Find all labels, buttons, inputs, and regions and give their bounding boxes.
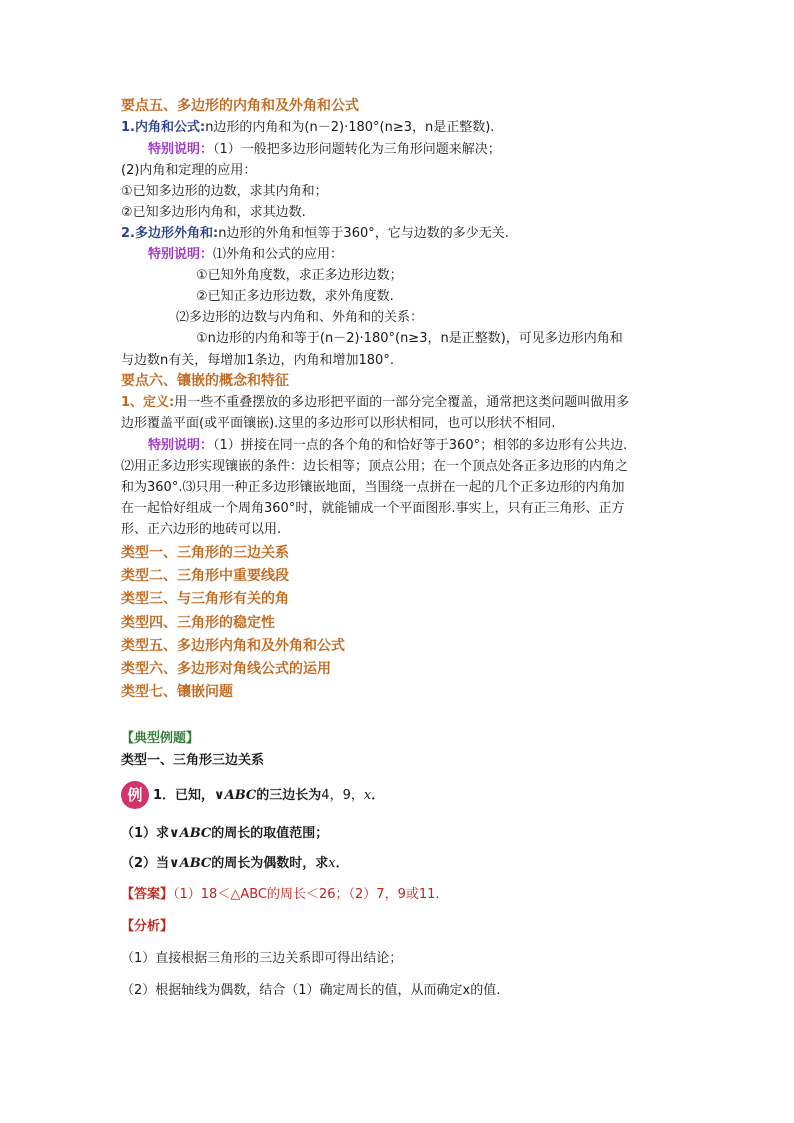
note-label: 特别说明：: [148, 247, 214, 262]
type-item-7: 类型七、镶嵌问题: [121, 684, 233, 700]
sub2-prefix: （2）当: [121, 856, 170, 871]
note-text: ⑴外角和公式的应用：: [213, 247, 344, 262]
section6-p3: 在一起恰好组成一个周角360°时，就能铺成一个平面图形.事实上，只有正三角形、正方: [121, 501, 625, 516]
note-text: （1）拼接在同一点的各个角的和恰好等于360°；相邻的多边形有公共边.: [213, 438, 628, 453]
example-sub1: [121, 825, 328, 843]
def-label: 1、定义:: [121, 395, 175, 410]
section6-title: 要点六、镶嵌的概念和特征: [121, 373, 289, 389]
section5-n2-5: 与边数n有关，每增加1条边，内角和增加180°.: [121, 353, 394, 368]
type-item-1: 类型一、三角形的三边关系: [121, 545, 289, 561]
section5-item2: [121, 225, 509, 243]
sub2-text: 的周长为偶数时，求: [211, 856, 329, 871]
example-badge: 例: [121, 781, 149, 809]
type-item-4: 类型四、三角形的稳定性: [121, 615, 275, 631]
item1-text: n边形的内角和为(n－2)·180°(n≥3，n是正整数).: [205, 120, 495, 135]
variable-x: x: [328, 856, 336, 871]
section5-line3: ①已知多边形的边数，求其内角和；: [121, 184, 328, 199]
item2-label: 2.多边形外角和:: [121, 226, 219, 241]
section5-item1: [121, 119, 494, 137]
example-sub2: [121, 855, 349, 873]
item2-text: n边形的外角和恒等于360°，它与边数的多少无关.: [218, 226, 509, 241]
section5-line4: ②已知多边形内角和，求其边数.: [121, 205, 306, 220]
section5-line2: (2)内角和定理的应用：: [121, 163, 257, 178]
type-item-2: 类型二、三角形中重要线段: [121, 568, 289, 584]
section6-def1: [121, 394, 629, 412]
example-question: [153, 787, 384, 805]
section5-n2-4: ①n边形的内角和等于(n－2)·180°(n≥3，n是正整数)，可见多边形内角和: [196, 331, 623, 346]
question-prefix: 1．已知，: [153, 788, 215, 803]
answer-line: [121, 886, 440, 904]
analysis-label: 【分析】: [121, 919, 174, 934]
type-item-6: 类型六、多边形对角线公式的运用: [121, 661, 331, 677]
sub2-dot: ．: [335, 856, 349, 871]
triangle-name: ABC: [179, 826, 212, 841]
example-type-title: 类型一、三角形三边关系: [121, 753, 265, 768]
section5-n2-3: ⑵多边形的边数与内角和、外角和的关系：: [176, 310, 424, 325]
answer-label: 【答案】: [121, 887, 174, 902]
note-text: （1）一般把多边形问题转化为三角形问题来解决；: [213, 142, 501, 157]
question-mid: 的三边长为: [256, 788, 322, 803]
examples-header: 【典型例题】: [121, 731, 200, 746]
section6-p1: ⑵用正多边形实现镶嵌的条件：边长相等；顶点公用；在一个顶点处各正多边形的内角之: [121, 459, 629, 474]
section6-def2: 边形覆盖平面(或平面镶嵌).这里的多边形可以形状相同，也可以形状不相同.: [121, 416, 556, 431]
answer-text: （1）18＜△ABC的周长＜26；（2）7，9或11.: [173, 887, 440, 902]
item1-label: 1.内角和公式:: [121, 120, 206, 135]
section5-n2-2: ②已知正多边形边数，求外角度数.: [196, 289, 394, 304]
triangle-name: ABC: [224, 788, 257, 803]
note-label: 特别说明：: [148, 142, 214, 157]
analysis-line1: （1）直接根据三角形的三边关系即可得出结论；: [121, 951, 403, 966]
section5-title: 要点五、多边形的内角和及外角和公式: [121, 98, 359, 114]
section5-n2-1: ①已知外角度数，求正多边形边数；: [196, 268, 403, 283]
sub1-text: 的周长的取值范围；: [211, 826, 329, 841]
triangle-symbol: ∨: [169, 856, 180, 871]
triangle-symbol: ∨: [214, 788, 225, 803]
section6-p2: 和为360°.⑶只用一种正多边形镶嵌地面，当围绕一点拼在一起的几个正多边形的内角加: [121, 480, 625, 495]
triangle-name: ABC: [179, 856, 212, 871]
question-values: 4，9，: [321, 788, 364, 803]
section5-note2: [148, 246, 343, 264]
sub1-prefix: （1）求: [121, 826, 170, 841]
type-item-3: 类型三、与三角形有关的角: [121, 591, 289, 607]
section6-p4: 形、正六边形的地砖可以用.: [121, 522, 282, 537]
def-text: 用一些不重叠摆放的多边形把平面的一部分完全覆盖，通常把这类问题叫做用多: [174, 395, 630, 410]
note-label: 特别说明：: [148, 438, 214, 453]
section6-note: [148, 437, 627, 455]
analysis-line2: （2）根据轴线为偶数，结合（1）确定周长的值，从而确定x的值.: [121, 983, 501, 998]
variable-x: x: [363, 788, 372, 803]
question-dot: ．: [371, 788, 385, 803]
type-item-5: 类型五、多边形内角和及外角和公式: [121, 638, 345, 654]
section5-note1: [148, 141, 501, 159]
triangle-symbol: ∨: [169, 826, 180, 841]
